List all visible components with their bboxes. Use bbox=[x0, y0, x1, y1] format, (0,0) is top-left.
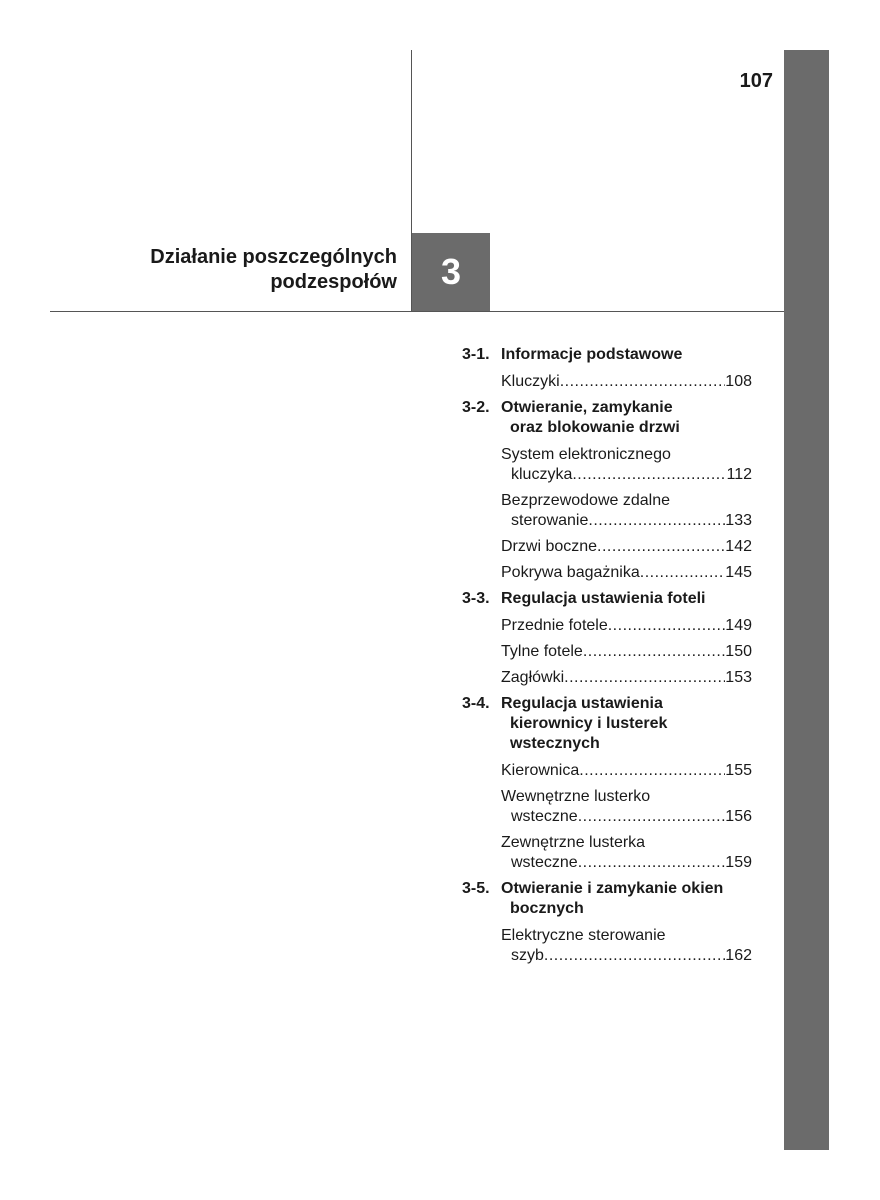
leader-dots bbox=[583, 642, 725, 662]
leader-dots bbox=[597, 537, 725, 557]
entry-name-line: Bezprzewodowe zdalne bbox=[501, 492, 670, 509]
toc-section[interactable] bbox=[462, 398, 752, 438]
chapter-title bbox=[60, 245, 397, 295]
toc-section[interactable] bbox=[462, 879, 752, 919]
leader-dots bbox=[560, 372, 726, 392]
toc-entry[interactable] bbox=[501, 642, 752, 662]
section-title-line: Otwieranie i zamykanie okien bbox=[501, 880, 724, 897]
chapter-number-box: 3 bbox=[412, 233, 490, 311]
entry-page: 153 bbox=[725, 669, 752, 686]
entry-name-line: Wewnętrzne lusterko bbox=[501, 788, 651, 805]
entry-page: 145 bbox=[725, 564, 752, 581]
leader-dots bbox=[588, 511, 725, 531]
section-title-line: Regulacja ustawienia foteli bbox=[501, 590, 706, 607]
entry-page: 112 bbox=[726, 466, 752, 483]
entry-name-line: Zewnętrzne lusterka bbox=[501, 834, 646, 851]
page-number: 107 bbox=[739, 70, 773, 92]
entry-page: 162 bbox=[725, 947, 752, 964]
entry-name: Zagłówki bbox=[501, 669, 565, 686]
section-title-line: kierownicy i lusterek bbox=[510, 715, 668, 732]
entry-page: 149 bbox=[725, 617, 752, 634]
entry-page: 133 bbox=[725, 512, 752, 529]
section-number: 3-2. bbox=[462, 399, 490, 416]
section-number: 3-4. bbox=[462, 695, 490, 712]
leader-dots bbox=[640, 563, 726, 583]
entry-name: kluczyka bbox=[511, 466, 573, 483]
entry-name: Pokrywa bagażnika bbox=[501, 564, 640, 581]
entry-page: 150 bbox=[725, 643, 752, 660]
section-title bbox=[501, 345, 752, 365]
toc-entry[interactable] bbox=[501, 616, 752, 636]
section-title bbox=[501, 589, 752, 609]
entry-name-line: Elektryczne sterowanie bbox=[501, 927, 666, 944]
toc-entry[interactable] bbox=[501, 668, 752, 688]
toc-entry[interactable] bbox=[501, 833, 752, 873]
entry-page: 142 bbox=[725, 538, 752, 555]
entry-name: Tylne fotele bbox=[501, 643, 583, 660]
section-number: 3-1. bbox=[462, 346, 490, 363]
entry-page: 108 bbox=[725, 373, 752, 390]
chapter-side-tab bbox=[784, 50, 829, 1150]
chapter-title-line: podzespołów bbox=[270, 271, 397, 293]
horizontal-divider bbox=[50, 311, 784, 312]
leader-dots bbox=[608, 616, 726, 636]
entry-name: sterowanie bbox=[511, 512, 589, 529]
entry-name: wsteczne bbox=[511, 854, 578, 871]
section-title-line: Informacje podstawowe bbox=[501, 346, 683, 363]
leader-dots bbox=[579, 761, 725, 781]
toc-entry[interactable] bbox=[501, 491, 752, 531]
entry-name: Przednie fotele bbox=[501, 617, 608, 634]
toc-entry[interactable] bbox=[501, 926, 752, 966]
toc-entry[interactable] bbox=[501, 761, 752, 781]
section-title-line: Regulacja ustawienia bbox=[501, 695, 663, 712]
toc-section[interactable] bbox=[462, 694, 752, 754]
entry-name: Kierownica bbox=[501, 762, 580, 779]
toc-entry[interactable] bbox=[501, 537, 752, 557]
entry-page: 155 bbox=[725, 762, 752, 779]
entry-page: 159 bbox=[725, 854, 752, 871]
section-title-line: bocznych bbox=[510, 900, 584, 917]
leader-dots bbox=[564, 668, 725, 688]
section-title-line: oraz blokowanie drzwi bbox=[510, 419, 680, 436]
leader-dots bbox=[544, 946, 725, 966]
section-title bbox=[501, 879, 752, 919]
leader-dots bbox=[578, 807, 726, 827]
section-title-line: Otwieranie, zamykanie bbox=[501, 399, 673, 416]
entry-name: Drzwi boczne bbox=[501, 538, 598, 555]
toc-entry[interactable] bbox=[501, 787, 752, 827]
section-number: 3-5. bbox=[462, 880, 490, 897]
leader-dots bbox=[572, 465, 726, 485]
toc-entry[interactable] bbox=[501, 372, 752, 392]
entry-name: szyb bbox=[511, 947, 544, 964]
table-of-contents bbox=[462, 345, 752, 972]
section-title bbox=[501, 398, 752, 438]
section-title bbox=[501, 694, 752, 754]
entry-name: Kluczyki bbox=[501, 373, 560, 390]
toc-section[interactable] bbox=[462, 345, 752, 365]
section-title-line: wstecznych bbox=[510, 735, 600, 752]
entry-page: 156 bbox=[725, 808, 752, 825]
toc-entry[interactable] bbox=[501, 563, 752, 583]
entry-name-line: System elektronicznego bbox=[501, 446, 671, 463]
entry-name: wsteczne bbox=[511, 808, 578, 825]
toc-entry[interactable] bbox=[501, 445, 752, 485]
toc-section[interactable] bbox=[462, 589, 752, 609]
section-number: 3-3. bbox=[462, 590, 490, 607]
chapter-title-line: Działanie poszczególnych bbox=[150, 246, 397, 268]
leader-dots bbox=[578, 853, 726, 873]
